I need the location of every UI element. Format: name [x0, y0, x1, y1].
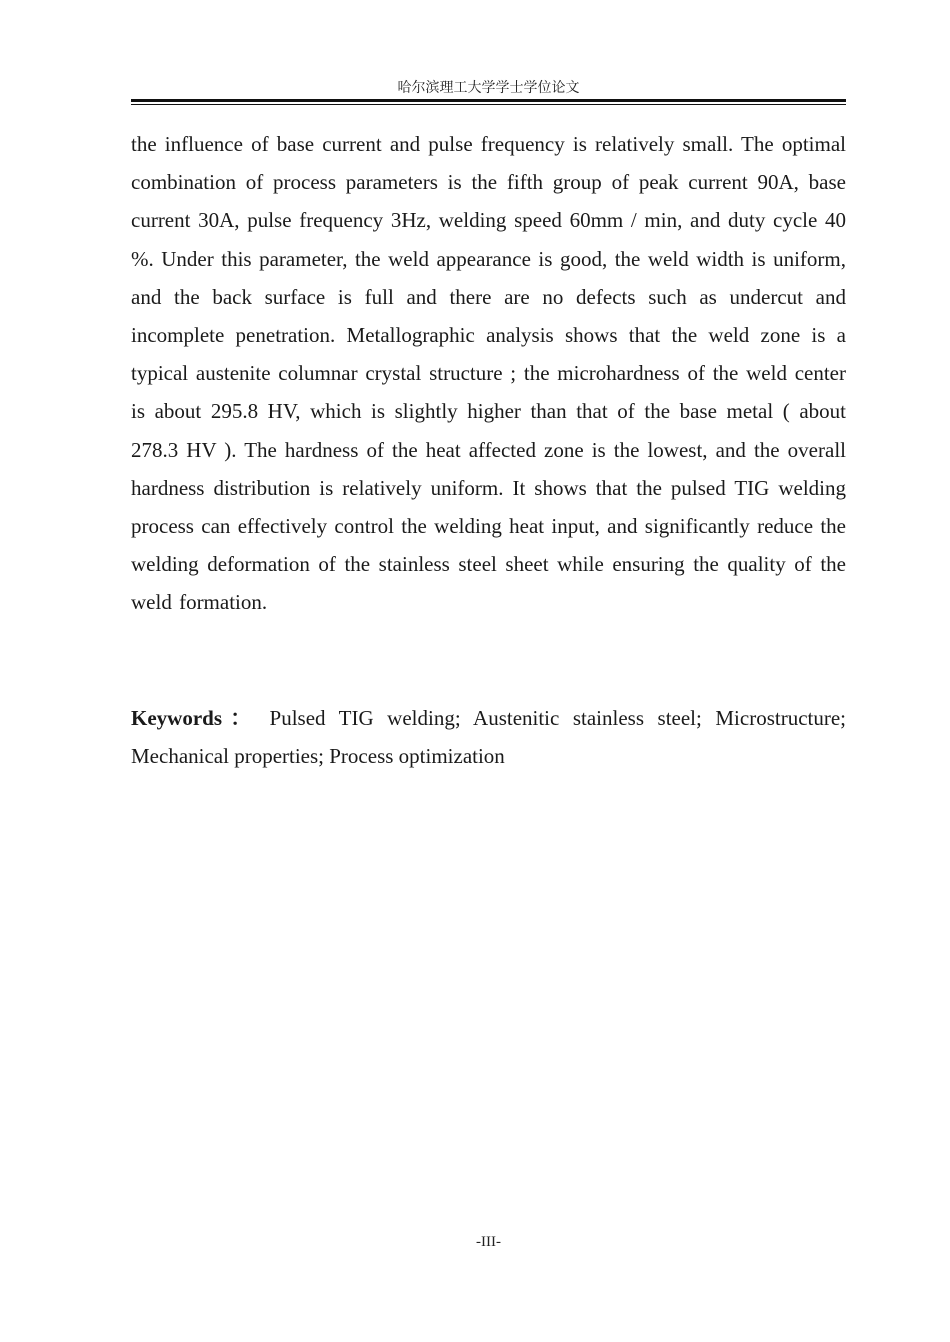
header-rule-thick	[131, 99, 846, 102]
keywords-label: Keywords：	[131, 706, 260, 730]
keywords-line	[131, 699, 846, 775]
page-header-title: 哈尔滨理工大学学士学位论文	[397, 80, 580, 96]
keywords-text: Pulsed TIG welding; Austenitic stainless steel; Microstructure; Mechanical properties; Process optimization	[131, 706, 846, 769]
header-rule-thin	[131, 104, 846, 105]
page-number: -III-	[476, 1234, 501, 1250]
abstract-paragraph: the influence of base current and pulse frequency is relatively small. The optimal combination of process parameters is the fifth group of peak current 90A, base current 30A, pulse frequency 3Hz, welding speed 60mm / min, and duty cycle 40 %. Under this parameter, the weld appearance is good, the weld width is uniform, and the back surface is full and there are no defects such as undercut and incomplete penetration. Metallographic analysis shows that the weld zone is a typical austenite columnar crystal structure ; the microhardness of the weld center is about 295.8 HV, which is slightly higher than that of the base metal ( about 278.3 HV ). The hardness of the heat affected zone is the lowest, and the overall hardness distribution is relatively uniform. It shows that the pulsed TIG welding process can effectively control the welding heat input, and significantly reduce the welding deformation of the stainless steel sheet while ensuring the quality of the weld formation.	[131, 132, 846, 615]
